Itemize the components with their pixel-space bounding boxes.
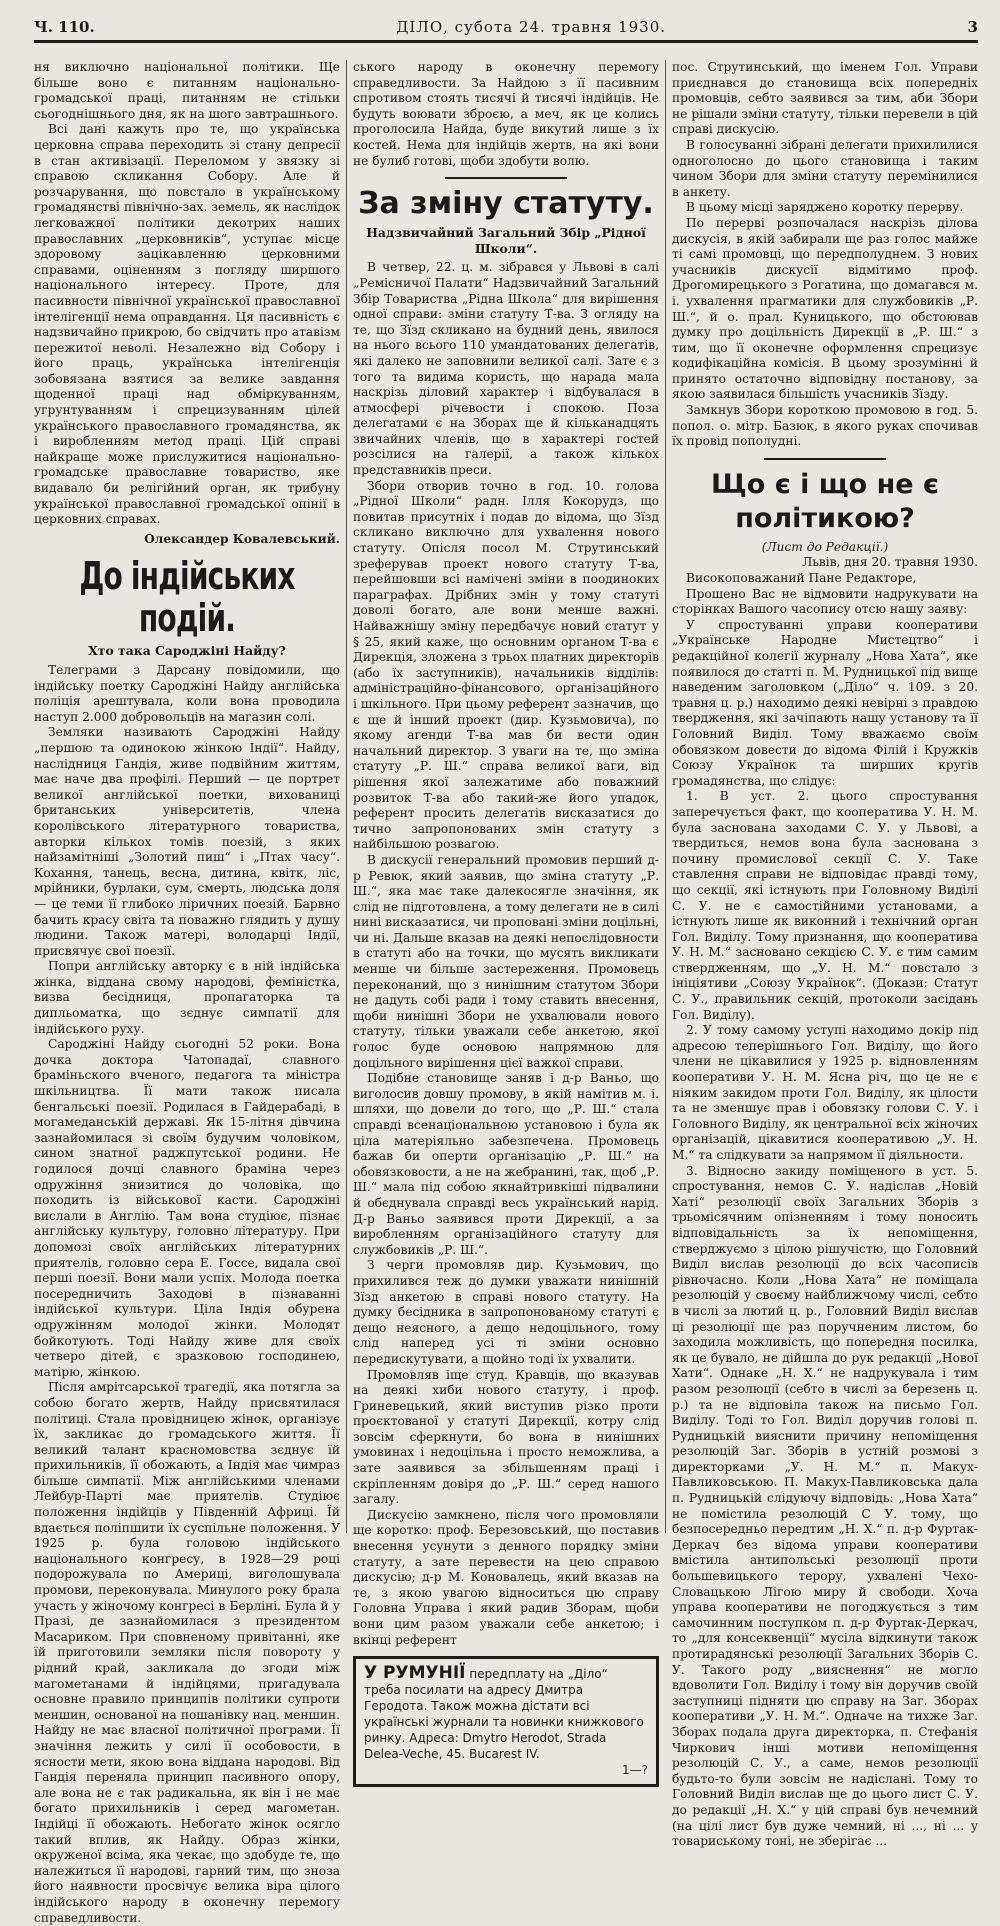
paragraph: Прошено Вас не відмовити надрукувати на сторінках Вашого часопису отсю нашу заяву: [672,586,978,617]
paragraph: Промовляв іще студ. Кравців, що вказував на деякі хиби нового статуту, і проф. Гриневецький, який виступив різко проти проєктованої у статуті Дирекції, котру слід зовсім сферкнути, бо вона в нинішних умовинах і недоцільна і просто неможлива, а зате заявився за збільшенням праці і скріпленням довіря до „Р. Ш.“ серед нашого загалу. [353,1367,659,1507]
ad-mark: 1—? [621,1763,648,1778]
article-continuation: ського народу в оконечну перемогу справедливости. За Найдою з її пасивним спротивом стоять тисячі й тисячі індійців. Не будуть воювати зброєю, а меч, як це колись проголосила Найда, буде викутий лише з їх костей. Нема для індійців жертв, на які вони не булиб готові, щоби здобути волю. [353,60,659,168]
masthead-date: ДІЛО, субота 24. травня 1930. [396,18,667,36]
article-continuation: ня виключно національної політики. Ще більше воно є питанням національно-громадської праці, питанням не стільки сьогоднішнього дня, як на шого завтрашнього. [34,60,340,121]
paragraph: Земляки називають Сароджіні Найду „першою та одинокою жінкою Індії“. Найду, наслідниця Гандія, живе подвійним життям, має наче два профілі. Перший — це портрет великої англійської поетки, вихованиці британських університетів, члена королівського літературного товариства, авторки кількох томів поезій, з яких найзамітніші „Золотий пиш“ і „Птах часу“. Кохання, танець, весна, дитина, квітк, ліс, мрійники, бурлаки, сум, смерть, людська доля — це теми її глибоко ліричних поезій. Барвно бачить красу світа та поважно глядить у душу людини. Також матері, володарці Індії, присвячує свої поезії. [34,725,340,958]
paragraph: Телеграми з Дарсану повідомили, що індійську поетку Сароджіні Найду англійська поліція арештувала, коли вона проводила наступ 2.000 добровольців на магазин солі. [34,663,340,724]
paragraph: По перерві розпочалася наскрізь ділова дискусія, в якій забирали ще раз голос майже ті самі промовці, що передполуднем. З нових учасників дискусії відмітимо проф. Дрогомирецького з Рогатина, що домагався м. і. ухвалення прагматики для службовиків „Р. Ш.“, й о. прал. Куницького, що обстоював думку про доцільність Дирекції в „Р. Ш.“ з тим, що її оконечне оформлення спрецизує кодифікаційна комісія. В цьому зрозумінні й принято остаточно відповідну постанову, за якою заявилася більшість учасників Зїзду. [672,215,978,402]
paragraph: Збори отворив точно в год. 10. голова „Рідної Школи“ радн. Ілля Кокорудз, що повитав присутніх і подав до відома, що Зїзд скликано виключно для ухвалення нового статуту. Опісля посол М. Струтинський зреферував проект нового статуту Т-ва, перейшовши всі намічені зміни в поодиноких параграфах. Дрібних змін у тому статуті доволі богато, але вони менше важні. Найважнішу зміну передбачує новий статут у § 25, який каже, що основним органом Т-ва є Дирекція, зложена з трьох платних директорів (або їх заступників), начальників відділів: адміністраційно-фінансового, організаційного і шкільного. При цьому референт зазначив, що є ще й інший проект (дир. Кузьмовича), по якому агенди Т-ва мав би вести один начальний директор. З уваги на те, що зміна статуту „Р. Ш.“ справа великої ваги, від рішення якої залежатиме або поважний розвиток Т-ва або такий-же його упадок, референт просить делегатів висказатися до тично запропонованих змін статуту з найбільшою розвагою. [353,478,659,852]
paragraph: 3. Відносно закиду поміщеного в уст. 5. спростування, немов С. У. надіслав „Новій Хаті“ резолюції своїх Загальних Зборів з трьомісячним опізненням і тому поносить відповідальність за їх непоміщення, стверджуємо з цілою рішучістю, що Головний Виділ вислав резолюції до всіх часописів рівночасно. Коли „Нова Хата“ не поміщала резолюцій у своєму найближчому числі, себто в числі за лютий ц. р., Головний Виділ вислав ці резолюції ще раз поручненим листом, бо заходила можливість, що попередня посилка, як це бувало, не дійшла до рук редакції „Нової Хати“. Однаке „Н. Х.“ не надрукувала і тим разом резолюції (себто в числі за березень ц. р.) та не відповіла також на письмо Гол. Виділу. Тоді то Гол. Виділ доручив голові п. Рудницькій вияснити причину непоміщення резолюцій Заг. Зборів в устній розмові з директорками „У. Н. М.“ п. Макух-Павликовською. П. Макух-Павликовська дала п. Рудницькій слідуючу відповідь: „Нова Хата“ не помістила резолюцій С У. тому, що безпосередньо передтим „Н. Х.“ п. д-р Фуртак-Деркач без відома управи кооперативи вмістила антипольські резолюції проти большевицького терору, ухвалені Чехо-Словацькою Лігою миру й свободи. Хоча управа кооперативи не погоджується з тим самочинним поступком п. д-р Фуртак-Деркач, то „для консеквенції“ мусіла відкинути також протирадянські резолюції Загальних Зборів С. У. Такого роду „вияснення“ не могло вдоволити Гол. Виділу і тому він доручив своїй заступниці підняти цю справу на Заг. Зборах кооперативи „У. Н. М.“. Одначе на тихже Заг. Зборах подала друга директорка, п. Стефанія Чиркович інші мотиви непоміщення резолюцій С. У., а саме, немов резолюції будьто-то були зовсім не надіслані. Тому то Головний Виділ вислав ще до цього лист С. У. до редакції „Н. Х.“ у цій справі був нечемний (на цілі лист був дуже чемний, ні ..., ні ... у товариському тоні, не зберігає ... [672,1163,978,1849]
column-3 [666,60,978,1849]
ad-headline: У РУМУНІЇ [364,1663,466,1684]
ad-line: передплату на „Діло“ [469,1667,608,1682]
paragraph: В голосуванні зібрані делегати прихилилися одноголосно до цього становища і таким чином Збори для зміни статуту перемінилися в анкету. [672,137,978,199]
advertisement-romania [353,1656,659,1787]
paragraph: 2. У тому самому уступі находимо докір під адресою теперішнього Гол. Виділу, що його члени не цікавилися у 1925 р. відновленням кооперативи У. Н. М. Ясна річ, що це не є ніяким закидом проти Гол. Виділу, як цілости та не зменшує прав і обовязку голови С. У. і Головного Виділу, як центральної всіх жіночих організацій, цікавитися кооперативою „У. Н. М.“ та слідкувати за напрямом її діяльности. [672,1023,978,1162]
paragraph: Після амрітсарської трагедії, яка потягла за собою богато жертв, Найду присвятилася політиці. Стала провідницею жінок, організує їх, закликає до громадського життя. Її великий талант красномовства зєднує їй прихильників, її обожають, а Індія має чимраз більше симпатії. Між англійськими членами Лейбур-Парті має приятелів. Студіює положення індійців у Південній Африці. Їй вдається поліпшити їх суспільне положення. У 1925 р. була головою індійського національного конгресу, в 1928—29 році подорожувала по Америці, виголошувала промови, переконувала. Минулого року брала участь у жіночому конгресі в Берліні. Була й у Празі, де зазнайомилася з президентом Масариком. При сповненому привітанні, яке їй приготовили земляки після повороту у рідний край, закликала до згоди між магометанами й індійцями, пригадувала основне правило принципів політики супроти меншин, основаної на пошанівку нац. меншин. Найду не має власної політичної програми. Її значіння лежить у силі її особовости, в ясности мети, якою вона віддана народові. Від Гандія переняла принцип пасивного опору, але вона не є так радикальна, як він і не має богато прихильників і серед магометан. Індійці її обожають. Небогато жінок осягло такий вплив, як Найду. Образ жінки, окруженої всіма, яка чекає, що здобуде те, що належиться її народові, гарний тим, що зноза його наявности просвічує велика віра цілого індійського народу в оконечну перемогу справедливости. [34,1380,340,1925]
paragraph: Подібне становище заняв і д-р Ваньо, що виголосив довшу промову, в якій намітив м. і. шляхи, що довели до того, що „Р. Ш.“ стала справді всенаціональною установою і була як ціла матеріяльно забезпечена. Промовець бажав би оперти організацію „Р. Ш.“ на обовязковости, а не на жебранині, так, щоб „Р. Ш.“ мала під собою якнайтривкіші підвалини й обєднувала справді весь український нарід. Д-р Ваньо заявився проти Дирекції, а за виробленням організаційного статуту для службовиків „Р. Ш.“. [353,1071,659,1257]
paragraph: 1. В уст. 2. цього спростування заперечується факт, що кооператива У. Н. М. була заснована заходами С. У. у Львові, а твердиться, немов вона була заснована з почину промислової секції С. У. Таке ставлення справи не відповідає правді тому, що секції, які істнують при Головному Виділі С. У. не є самостійними установами, а істнують лише як виконний і технічний орган Гол. Виділу. Тому признання, що кооператива У. Н. М.“ засновано секцією С. У. є тим самим ствердженням, що „У. Н. М.“ повстало з ініціятиви „Союзу Українок“. (Докази: Статут С. У., правильник секцій, протоколи засідань Гол. Виділу). [672,789,978,1022]
paragraph: Всі дані кажуть про те, що українська церковна справа переходить зі стану депресії в стан активізації. Переломом у звязку зі справою скликання Собору. Але й розчарування, що повстало в українському громадянстві північно-зах. земель, як наслідок легковажної політики декотрих наших православних „церковників“, уступає місце здоровому зацікавленню церковними справами, оціненням з погляду ширшого національного інтересу. Проте, для пасивности північної української православної інтелігенції нема оправдання. Ця пасивність є надзвичайно прикрою, бо свідчить про атавізм пережитої неволі. Незалежно від Собору і його праць, українська інтелігенція зобовязана взятися за велике завдання щоденної праці над обміркуванням, угрунтуванням і спрецизуванням цілей українського православного громадянства, як і виробленням метод праці. Цій справі найкраще може прислужитися національно-громадське православне товариство, яке видавало би релігійний орган, як трибуну української православної громадської опінії в церковних справах. [34,122,340,527]
subheadline: Хто така Сароджіні Найду? [88,643,286,659]
column-1 [34,60,347,1925]
paragraph: В дискусії генеральний промовив перший д-р Ревюк, який заявив, що зміна статуту „Р. Ш.“, яка має таке далекосягле значіння, як слід не підготовлена, а тому делегати не в силі нині висказатися, чи проповані зміни доцільні, чи ні. Дальше вказав на деякі непослідовности в статуті або на точки, що мусять викликати менше чи більше застереження. Промовець переконаний, що з нинішним статутом Збори не дадуть собі ради і тому ставить внесення, щоби нинішні Збори не ухвалювали нового статуту, тільки уважали себе анкетою, якої голос буде основою напрямною для доцільного вирішення цієї важкої справи. [353,852,659,1070]
paragraph: В четвер, 22. ц. м. зібрався у Львові в салі „Ремісничої Палати“ Надзвичайний Загальний Збір Товариства „Рідна Школа“ для вирішення одної справи: зміни статуту Т-ва. З огляду на те, що Зїзд скликано на будний день, явилося на нього всього 110 умандатованих делегатів, які далеко не заповнили великої салі. Зате є з того та видима користь, що нарада мала наскрізь діловий характер і відбувалася в атмосфері річевости і спокою. Поза делегатами є на Зборах ще й кільканадцять звичайних членів, що в характері гостей розсілися на галерії, а також кількох представників преси. [353,260,659,478]
author-signature: Олександер Ковалевський. [144,531,340,546]
paragraph: В цьому місці заряджено коротку перерву. [686,200,964,215]
issue-number: Ч. 110. [34,18,95,36]
paragraph: У спростуванні управи кооперативи „Українське Народне Мистецтво“ і редакційної колегії журналу „Нова Хата“, яке появилося до статті п. М. Рудницької під вище наведеним заголовком („Діло“ ч. 109. з 20. травня ц. р.) находимо деякі невірні з правдою твердження, які зачіпають нашу установу та її Головний Виділ. Тому вважаємо своїм обовязком довести до відома Філій і Кружків Союзу Українок та ширших кругів громадянства, що слідує: [672,617,978,788]
paragraph: Дискусію замкнено, після чого промовляли ще коротко: проф. Березовський, що поставив внесення усунути з денного порядку зміни статуту, а зате перевести на цею справою дискусію; д-р М. Коновалець, який вказав на те, з якою увагою відноситься цю справу Головна Управа і який радив Зборам, щоби вони цим разом уважали себе анкетою; і вкінці референт [353,1507,659,1647]
divider [445,177,567,179]
columns [34,60,978,1925]
headline-indian-events: До індійських подій. [79,554,295,641]
paragraph: Попри англійську авторку є в ній індійська жінка, віддана свому народові, феміністка, визва бесідниця, пропагаторка та дипльоматка, що зєднує симпатії для індійського руху. [34,959,340,1036]
headline-statute-change: За зміну статуту. [358,186,654,222]
page-number: 3 [967,18,978,36]
subheadline: Надзвичайний Загальний Збір „Рідної Школи“. [366,225,646,256]
ad-body: треба посилати на адресу Дмитра Геродота. Також можна дістати всі українські журнали та новинки книжкового ринку. Адреса: Dmytro Herodot, Strada Delea-Veche, 45. Bucarest IV. [364,1683,644,1762]
divider [764,458,886,460]
article-continuation: пос. Струтинський, що іменем Гол. Управи приєднався до становища всіх попередніх промовців, себто заявився за тим, аби Збори не рішали зміни статуту, тільки перевели в цій справі дискусію. [672,60,978,137]
headline-politics: Що є і що не є політикою? [711,468,939,534]
paragraph: Сароджіні Найду сьогодні 52 роки. Вона дочка доктора Чатопадаї, славного браміньского вченого, педагога та міністра шкільництва. Її мати також писала бенгальські поезії. Родилася в Гайдерабаді, в могамеданській державі. Як 15-літня дівчина зазнайомилася зі своїм будучим чоловіком, сином знатної раджпутської родини. Не годилося дочці славного браміна через одружіння знизитися до чоловіка, що походить із військової касти. Сароджіні вислали в Англію. Там вона студіює, пізнає англійську культуру, головно літературу. При допомозі своїх англійських літературних приятелів, головно сера Е. Госсе, видала свої перші поезії. Вони мали успіх. Молода поетка посередничить Заходові в пізнаванні індійської культури. Ціла Індія обурена одружінням молодої жінки. Молодят бойкотують. Тоді Найду живе для своїх четверо дітей, є зразковою господинею, матірю, жінкою. [34,1037,340,1379]
paragraph: З черги промовляв дир. Кузьмович, що прихилився теж до думки уважати нинішній Зїзд анкетою в справі нового статуту. На думку бесідника в запропонованому статуті є дещо неясного, а дещо недоцільного, тому слід наперед усі ті зміни основно передискутувати, а щойно тоді їх ухвалити. [353,1258,659,1366]
letter-greeting: Високоповажаний Пане Редакторе, [686,571,917,586]
subheadline: (Лист до Редакції.) [761,539,889,554]
page-header [34,18,978,43]
letter-date: Львів, дня 20. травня 1930. [802,555,978,570]
paragraph: Замкнув Збори короткою промовою в год. 5. попол. о. мітр. Базюк, в якого руках спочивав їх провід пополудні. [672,403,978,449]
column-2 [347,60,666,1778]
